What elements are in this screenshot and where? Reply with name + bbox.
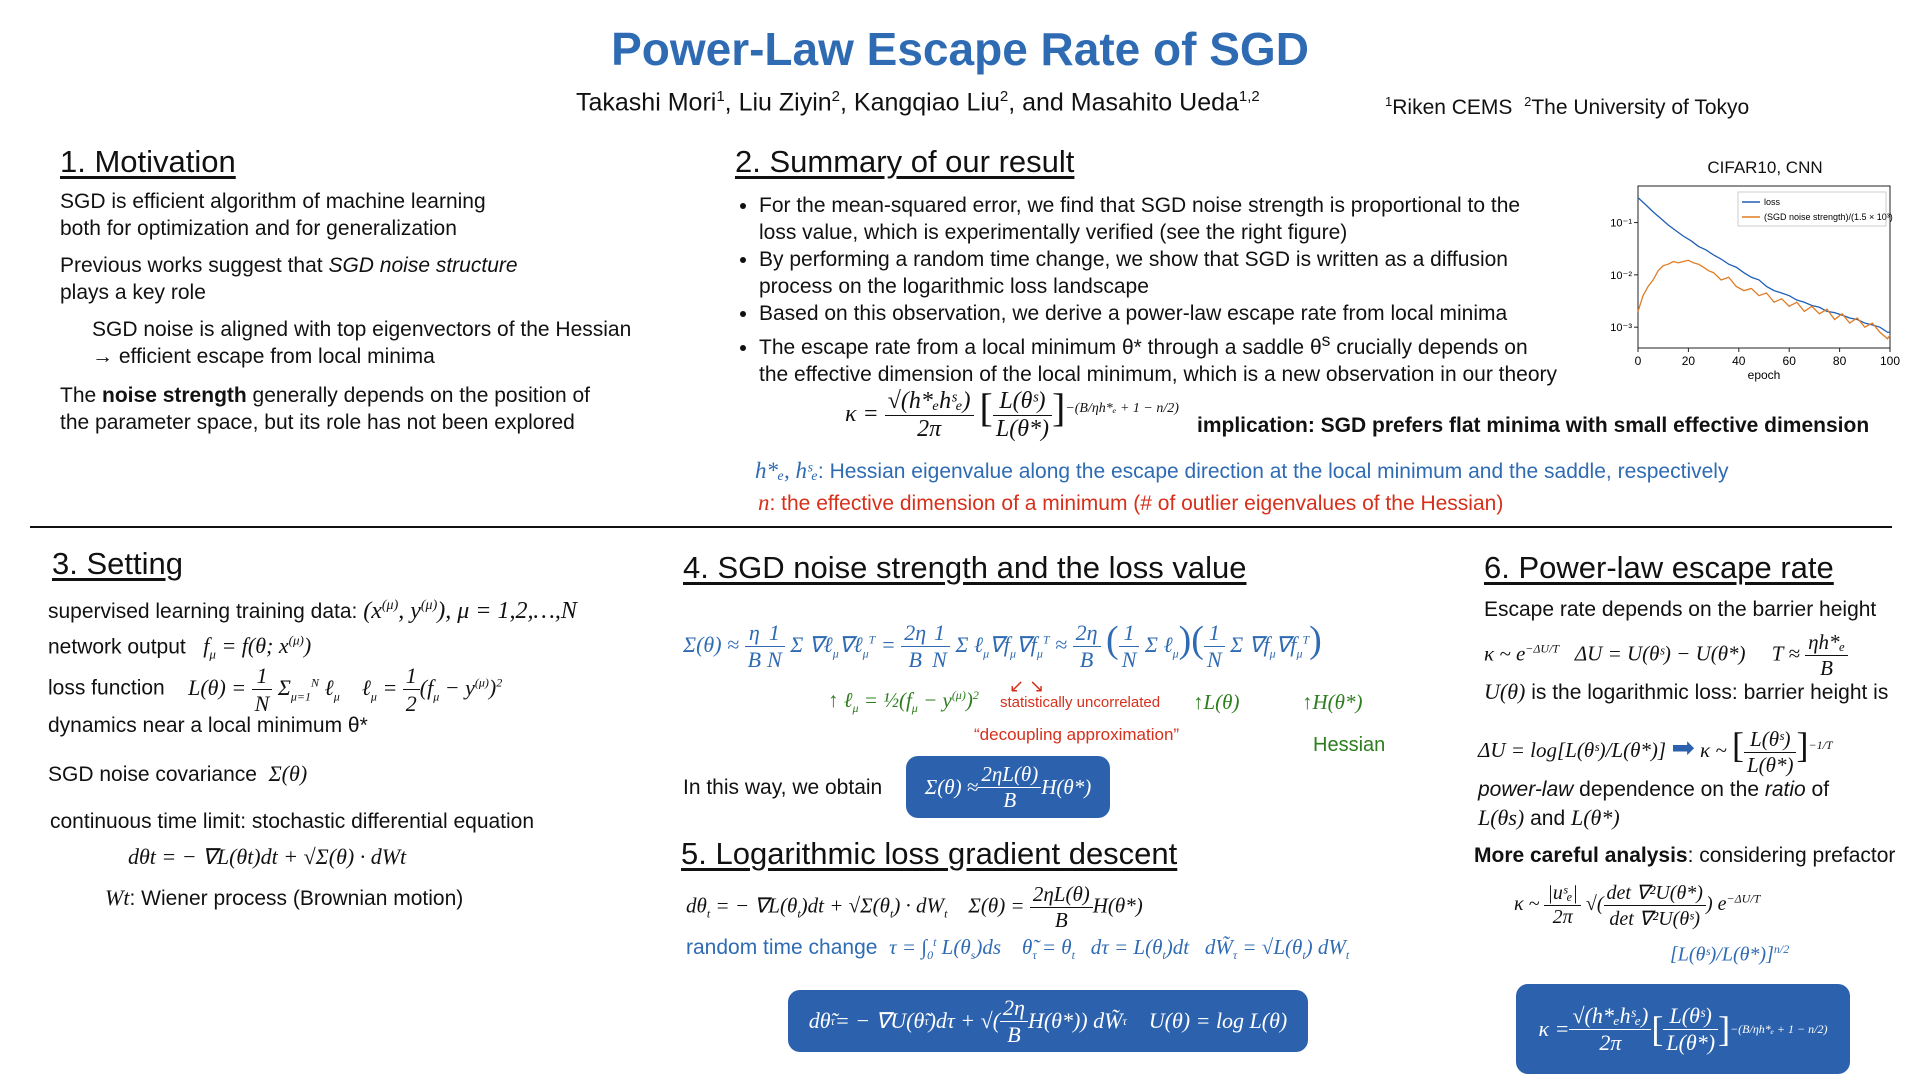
noise-covariance-result-box: Σ(θ) ≈ $\frac{2\eta L(\theta)}{B}$ H(θ*) [906,756,1110,818]
setting-loss-function: loss function L(θ) = $\frac{1}{N}$ $\Sigma_{\mu=1}^N$ ℓ$_\mu$ ℓ$_\mu$ = $\frac{1}{2}$ $(f_\mu - y^{(\mu)})^2$ [48,663,503,716]
setting-dynamics: dynamics near a local minimum θ* [48,714,368,737]
affiliations: $^1$Riken CEMS $^2$The University of Tokyo [1385,94,1750,119]
noise-covariance-approx: Σ(θ) ≈ $\frac{\eta}{B}$ $\frac{1}{N}$ Σ ∇ℓ$_\mu$∇ℓ$_\mu^T$ = $\frac{2\eta}{B}$ $\frac{1}{N}$ Σ $\ell_\mu\nabla f_\mu\nabla f_\mu^T$ ≈ $\frac{2\eta}{B}$ ( $\frac{1}{N}$ Σ ℓ$_\mu$)( $\frac{1}{N}$ Σ $\nabla f_\mu\nabla f_\mu^T$) [683,619,1322,673]
arrhenius-formula: κ ~ $e^{-\Delta U/T}$ ΔU = U(θˢ) − U(θ*) T ≈ $\frac{\text{ηh*ₑ}}{B}$ [1484,630,1848,681]
careful-analysis-text: More careful analysis: considering prefactor [1474,844,1896,867]
power-law-dependence-text: power-law dependence on the ratio of [1478,778,1830,801]
implication-text: implication: SGD prefers flat minima with small effective dimension [1197,414,1870,437]
section-divider [30,526,1892,528]
section-heading-setting: 3. Setting [52,546,183,581]
effective-dimension-note: n: the effective dimension of a minimum (# of outlier eigenvalues of the Hessian) [758,490,1504,515]
random-time-change: random time change $\tau = \int_0^t$ $L(\theta_s)ds$ $\thetã_\tau = \theta_t$ $d\tau = L(\theta_t)dt$ $dW̃_\tau = √L(\theta_t)$ $dW_t$ [686,935,1350,963]
hessian-label: Hessian [1313,734,1386,756]
y-tick-label: 10⁻³ [1610,322,1632,335]
log-loss-text: U(θ) is the logarithmic loss: barrier height is [1484,679,1889,704]
section-heading-noise-strength: 4. SGD noise strength and the loss value [683,550,1247,585]
section-heading-motivation: 1. Motivation [60,144,236,179]
setting-noise-covariance: SGD noise covariance Σ(θ) [48,761,308,786]
summary-bullets: • For the mean-squared error, we find that SGD noise strength is proportional to the loss value, which is experimentally verified (see the right figure) • By performing a random time change, we show that SGD is written as a diffusion process on the logarithmic loss landscape • Based on this observation, we derive a power-law escape rate from local minima • The escape rate from a local minimum θ* through a saddle $\theta^s$ crucially depends on the effective dimension of the local minimum, which is a new observation in our theory [735,192,1605,388]
x-tick-label: 0 [1634,354,1642,368]
chart-title: CIFAR10, CNN [1707,158,1823,177]
final-kappa-box: κ = $\frac{\text{√(h*ₑhˢₑ)}}{2\pi}$ [ $\frac{\text{L(θˢ)}}{L(\theta*)}$ ] −(B/ηh*ₑ + 1 − n/2) [1516,984,1850,1074]
y-tick-label: 10⁻² [1610,269,1632,282]
x-axis-label: epoch [1747,368,1781,382]
x-tick-label: 20 [1681,354,1696,368]
legend-label: loss [1764,197,1781,207]
x-tick-label: 60 [1782,354,1796,368]
motivation-text: SGD is efficient algorithm of machine learning both for optimization and for generalization Previous works suggest that SGD noise structure plays a key role SGD noise is aligned with top eigenvectors of the Hessian → efficient escape from local minima The noise strength generally depends on the position of the parameter space, but its role has not been explored [60,190,632,434]
barrier-height-text: Escape rate depends on the barrier height [1484,598,1877,621]
x-tick-label: 100 [1879,354,1900,368]
setting-network-output: network output $f_\mu = f(\theta$; $x^{(\mu)}$) [48,633,312,662]
uncorrelated-label: statistically uncorrelated [1000,694,1161,711]
legend-label: (SGD noise strength)/(1.5 × 10³) [1764,212,1893,222]
obtain-text: In this way, we obtain [683,776,883,799]
hessian-eigenvalue-note: h*ₑ, hˢₑ: Hessian eigenvalue along the escape direction at the local minimum and the saddle, respectively [755,458,1729,483]
loss-ratio-text: L(θs) and L(θ*) [1478,805,1620,830]
setting-wiener: Wt: Wiener process (Brownian motion) [105,885,464,910]
setting-sde: dθt = − ∇L(θt)dt + √Σ(θ) · dWt [128,844,407,869]
arrow-loss-label: ↑L(θ) [1193,690,1240,714]
log-gd-sde: $d\theta_t$ = − $\nabla L(\theta_t)dt + √\Sigma(\theta_t) \cdot dW_t$ Σ(θ) = $\frac{2\eta L(\theta)}{B}$ H(θ*) [686,882,1143,932]
section-heading-summary: 2. Summary of our result [735,144,1075,179]
chart-svg [1590,158,1900,388]
prefactor-ratio: [L(θˢ)/L(θ*)]$^{n/2}$ [1670,942,1790,966]
loss-noise-chart [1590,158,1900,388]
decoupling-label: “decoupling approximation” [974,725,1180,744]
setting-training-data: supervised learning training data: ($x^{(\mu)}$, $y^{(\mu)}$), μ = 1,2,…,N [48,598,577,624]
prefactor-formula: κ ~ $\frac{\text{|uˢₑ|}}{2\pi}$ √( $\frac{\text{det ∇²U(θ*)}}{\text{det ∇²U(θˢ)}}$ ) $e^{-\Delta U/T}$ [1514,882,1761,930]
red-arrows: ↙ ↘ [1009,676,1045,696]
author-list: Takashi Mori$^1$, Liu Ziyin$^2$, Kangqiao Liu$^2$, and Masahito Ueda$^{1,2}$ [576,88,1260,117]
poster-title: Power-Law Escape Rate of SGD [611,23,1309,75]
arrow-hessian-label: ↑H(θ*) [1302,690,1363,714]
series-line-1 [1638,260,1890,338]
loss-per-sample-def: ↑ ℓ$_\mu$ = $\frac{1}{2}(f_\mu - y^{(\mu)})^2$ [828,688,979,716]
power-law-derivation: ΔU = log[L(θˢ)/L(θ*)] ➡ κ ~ [ $\frac{\text{L(θˢ)}}{L(\theta*)}$ ]$^{-1/T}$ [1478,725,1833,777]
log-gd-result-box: dθ̃ τ = − ∇U(θ̃ τ )dτ + √( $\frac{2\eta}{B}$ H(θ*)) dW̃ τ U(θ) = log L(θ) [788,990,1308,1052]
setting-continuous-limit: continuous time limit: stochastic differential equation [50,810,535,833]
x-tick-label: 40 [1732,354,1746,368]
section-heading-log-gd: 5. Logarithmic loss gradient descent [681,836,1178,871]
section-heading-power-law: 6. Power-law escape rate [1484,550,1834,585]
kappa-formula: κ = $\frac{\text{√(h*ₑhˢₑ)}}{2\pi}$ [ $\frac{\text{L(θˢ)}}{L(\theta*)}$ ]$^{-(B/\eta h*_e + 1 - n/2)}$ [845,385,1179,442]
x-tick-label: 80 [1832,354,1847,368]
y-tick-label: 10⁻¹ [1610,217,1632,230]
